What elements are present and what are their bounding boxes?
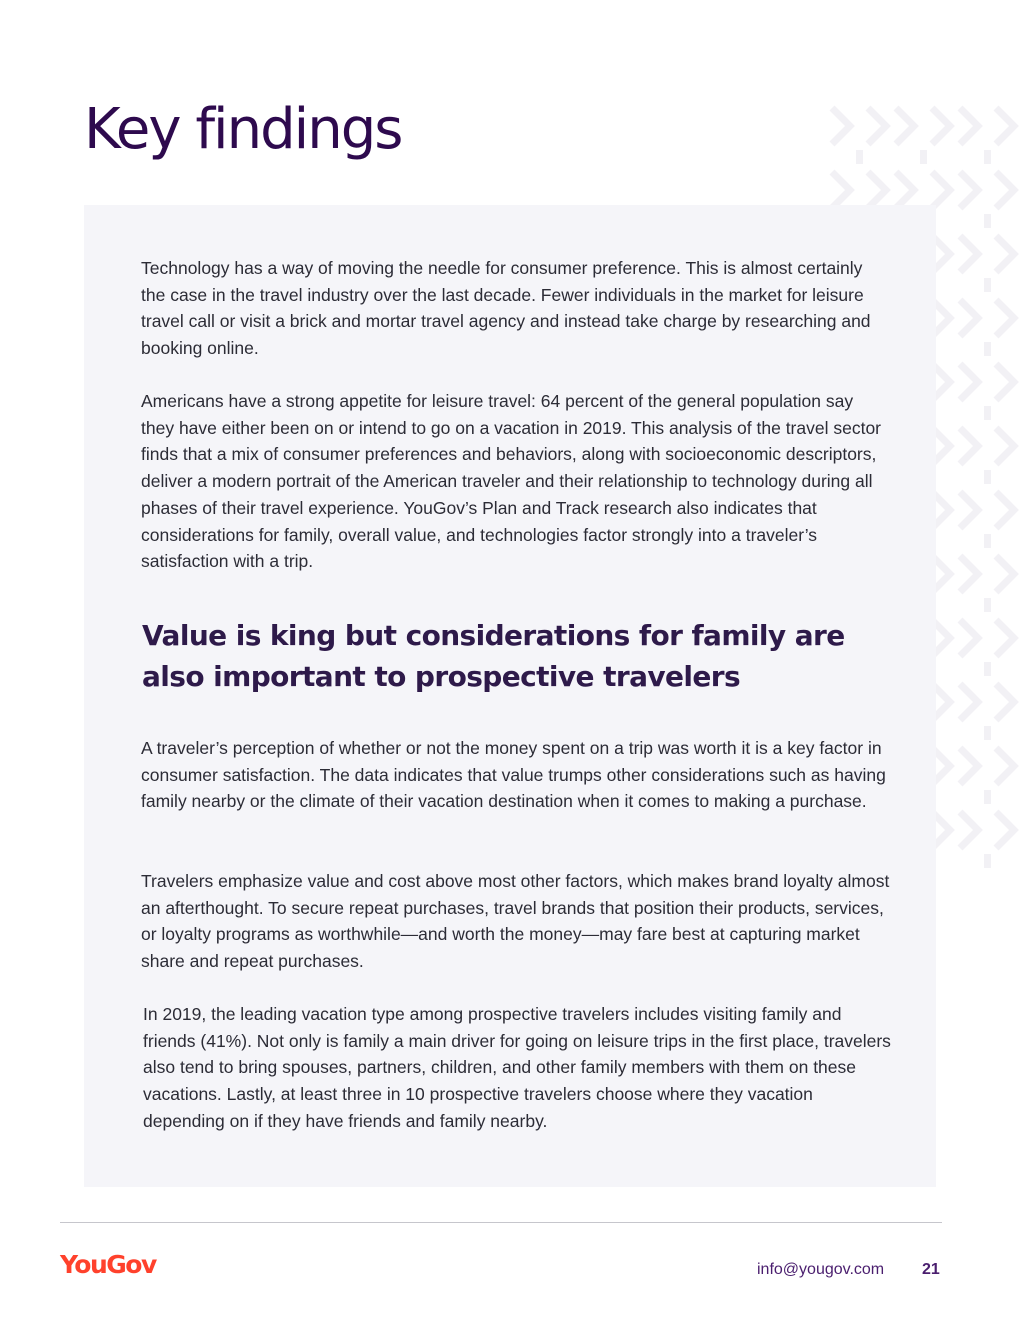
- value-paragraph: A traveler’s perception of whether or not the money spent on a trip was worth it is a key factor in consumer satisfaction. The data indicates that value trumps other considerations such as having family nearby or the climate of their vacation destination when it comes to making a purchase.: [141, 738, 886, 812]
- footer-divider: [60, 1222, 942, 1223]
- appetite-paragraph: Americans have a strong appetite for leisure travel: 64 percent of the general population say they have either been on or intend to go on a vacation in 2019. This analysis of the travel sector finds that a mix of consumer preferences and behaviors, along with socioeconomic descriptors, deliver a modern portrait of the American traveler and their relationship to technology during all phases of their travel experience. YouGov’s Plan and Track research also indicates that considerations for family, overall value, and technologies factor strongly into a traveler’s satisfaction with a trip.: [141, 391, 882, 572]
- loyalty-paragraph: Travelers emphasize value and cost above most other factors, which makes brand loyalty almost an afterthought. To secure repeat purchases, travel brands that position their products, services, or loyalty programs as worthwhile—and worth the money—may fare best at capturing market share and repeat purchases.: [141, 871, 890, 972]
- intro-paragraph: Technology has a way of moving the needle for consumer preference. This is almost certainly the case in the travel industry over the last decade. Fewer individuals in the market for leisure travel call or visit a brick and mortar travel agency and instead take charge by researching and booking online.: [141, 258, 871, 359]
- family-paragraph: In 2019, the leading vacation type among prospective travelers includes visiting family and friends (41%). Not only is family a main driver for going on leisure trips in the first place, travelers also tend to bring spouses, partners, children, and other family members with them on these vacations. Lastly, at least three in 10 prospective travelers choose where they vacation depending on if they have friends and family nearby.: [143, 1004, 891, 1131]
- yougov-logo[interactable]: YouGov: [60, 1250, 156, 1279]
- page-title: Key findings: [84, 97, 402, 162]
- page-number: 21: [922, 1261, 940, 1278]
- section-heading: Value is king but considerations for family are also important to prospective travelers: [142, 619, 845, 693]
- key-findings-panel: [84, 205, 936, 1187]
- contact-email-link[interactable]: info@yougov.com: [757, 1261, 885, 1278]
